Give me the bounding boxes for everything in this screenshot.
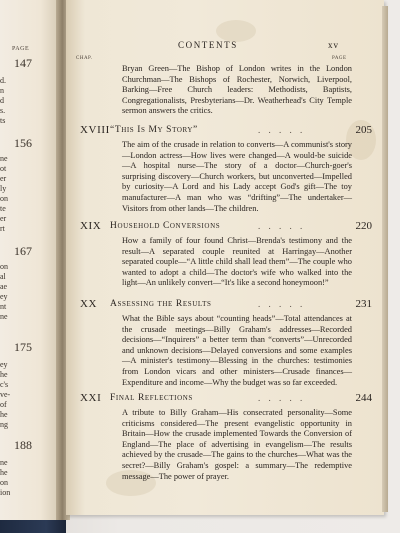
left-text-fragment: al (0, 272, 6, 281)
dot-leader: . . . . . (258, 125, 306, 135)
left-text-fragment: ae (0, 282, 8, 291)
summary-text: The aim of the crusade in relation to converts—A communist's story—London actress—How lives were changed—A would-be suicide—A hospital nurse—The story of a doctor—Church-goer's surprising discovery—Church workers, but unconverted—Impelled by curiosity—A Lord and his Lady accept God's gift—The toy manufacturer—A man who was “drifting”—The undertaker—Visitors from other lands—The children. (122, 140, 352, 213)
left-text-fragment: s. (0, 106, 6, 115)
summary-text: Bryan Green—The Bishop of London writes in the London Churchman—The Bishops of Rochester, Norwich, Liverpool, Barking—Free Church leaders: Methodists, Baptists, Congregationalists, Presbyterians—Dr. Weatherhead's City Temple sermon answers the critics. (122, 64, 352, 116)
summary-text: A tribute to Billy Graham—His consecrated personality—Some criticisms considered—The present evangelistic opportunity in Britain—How the crusade implemented Towards the Conversion of England—The place of advertising in evangelism—The results achieved by the crusade—The gains to the churches—What was the secret?—Billy Graham's gospel: a summary—The redemptive message—The power of prayer. (122, 408, 352, 481)
left-text-fragment: he (0, 410, 8, 419)
left-text-fragment: c's (0, 380, 9, 389)
chapter-entry (80, 392, 372, 482)
left-text-fragment: rt (0, 224, 5, 233)
chapter-page: 244 (355, 392, 372, 404)
left-text-fragment: on (0, 262, 8, 271)
left-text-fragment: er (0, 214, 7, 223)
left-text-fragment: he (0, 468, 8, 477)
left-text-fragment: ey (0, 360, 8, 369)
left-text-fragment: ne (0, 154, 8, 163)
chapter-number: XIX (80, 220, 102, 232)
chapter-heading (80, 392, 372, 406)
chapter-title: Final Reflections (110, 393, 193, 403)
chapter-summary (122, 408, 352, 482)
left-page-number: 167 (14, 244, 32, 258)
left-text-fragment: n (0, 86, 4, 95)
chapter-number: XVIII (80, 124, 110, 136)
left-text-fragment: he (0, 370, 8, 379)
left-text-fragment: ve- (0, 390, 11, 399)
left-text-fragment: of (0, 400, 7, 409)
continued-chapter-summary (122, 64, 352, 117)
left-text-fragment: ng (0, 420, 8, 429)
contents-page (66, 0, 384, 515)
dot-leader: . . . . . (258, 299, 306, 309)
chapter-heading (80, 298, 372, 312)
left-text-fragment: ion (0, 488, 11, 497)
left-text-fragment: er (0, 174, 7, 183)
left-page-number: 188 (14, 438, 32, 452)
left-text-fragment: ts (0, 116, 6, 125)
chapter-number: XXI (80, 392, 102, 404)
left-page-number: 147 (14, 56, 32, 70)
chapter-entry (80, 220, 372, 289)
dot-leader: . . . . . (258, 393, 306, 403)
dot-leader: . . . . . (258, 221, 306, 231)
left-text-fragment: on (0, 478, 8, 487)
left-text-fragment: ly (0, 184, 7, 193)
chapter-summary (122, 314, 352, 388)
chapter-title: Household Conversions (110, 221, 221, 231)
summary-text: How a family of four found Christ—Brenda's testimony and the result—A separated couple reunited at Harringay—Another separated couple—“A little child shall lead them”—The couple who wanted to adopt a child—The doctor's wife who walked into the light—An unlikely convert—“It's like a second honeymoon!” (122, 236, 352, 288)
left-text-fragment: ot (0, 164, 7, 173)
summary-text: What the Bible says about “counting heads”—Total attendances at the crusade meetings—Billy Graham's addresses—Recorded decisions—“Inquirers” a better term than “converts”—Unrecorded and unknown decisions—Delayed conversions and some examples—A minister's testimony—Blessing in the churches: testimonies from London vicars and other ministers—Crusade finances—Expenditure and income—Why the budget was so far exceeded. (122, 314, 352, 387)
chapter-summary (122, 236, 352, 289)
left-page (0, 0, 58, 520)
chapter-title: “This Is My Story” (110, 125, 198, 135)
left-text-fragment: ne (0, 458, 8, 467)
left-text-fragment: d. (0, 76, 6, 85)
chapter-entry (80, 298, 372, 388)
left-text-fragment: on (0, 194, 8, 203)
chapter-heading (80, 124, 372, 138)
paper-stain (216, 20, 256, 42)
chapter-page: 220 (355, 220, 372, 232)
left-text-fragment: ne (0, 312, 8, 321)
chapter-title: Assessing the Results (110, 299, 212, 309)
chap-column-label: CHAP. (76, 56, 93, 61)
left-text-fragment: ey (0, 292, 8, 301)
left-page-header: PAGE (12, 46, 30, 52)
page-title: CONTENTS (178, 40, 238, 50)
chapter-page: 231 (355, 298, 372, 310)
running-head (66, 40, 384, 54)
chapter-heading (80, 220, 372, 234)
chapter-number: XX (80, 298, 98, 310)
page-column-label: PAGE (332, 56, 347, 61)
left-text-fragment: d (0, 96, 4, 105)
left-text-fragment: nt (0, 302, 7, 311)
left-page-number: 175 (14, 340, 32, 354)
chapter-page: 205 (355, 124, 372, 136)
chapter-entry (80, 124, 372, 214)
page-edges (382, 6, 388, 512)
chapter-summary (122, 140, 352, 214)
page-number: xv (328, 40, 339, 50)
left-text-fragment: te (0, 204, 6, 213)
left-page-number: 156 (14, 136, 32, 150)
